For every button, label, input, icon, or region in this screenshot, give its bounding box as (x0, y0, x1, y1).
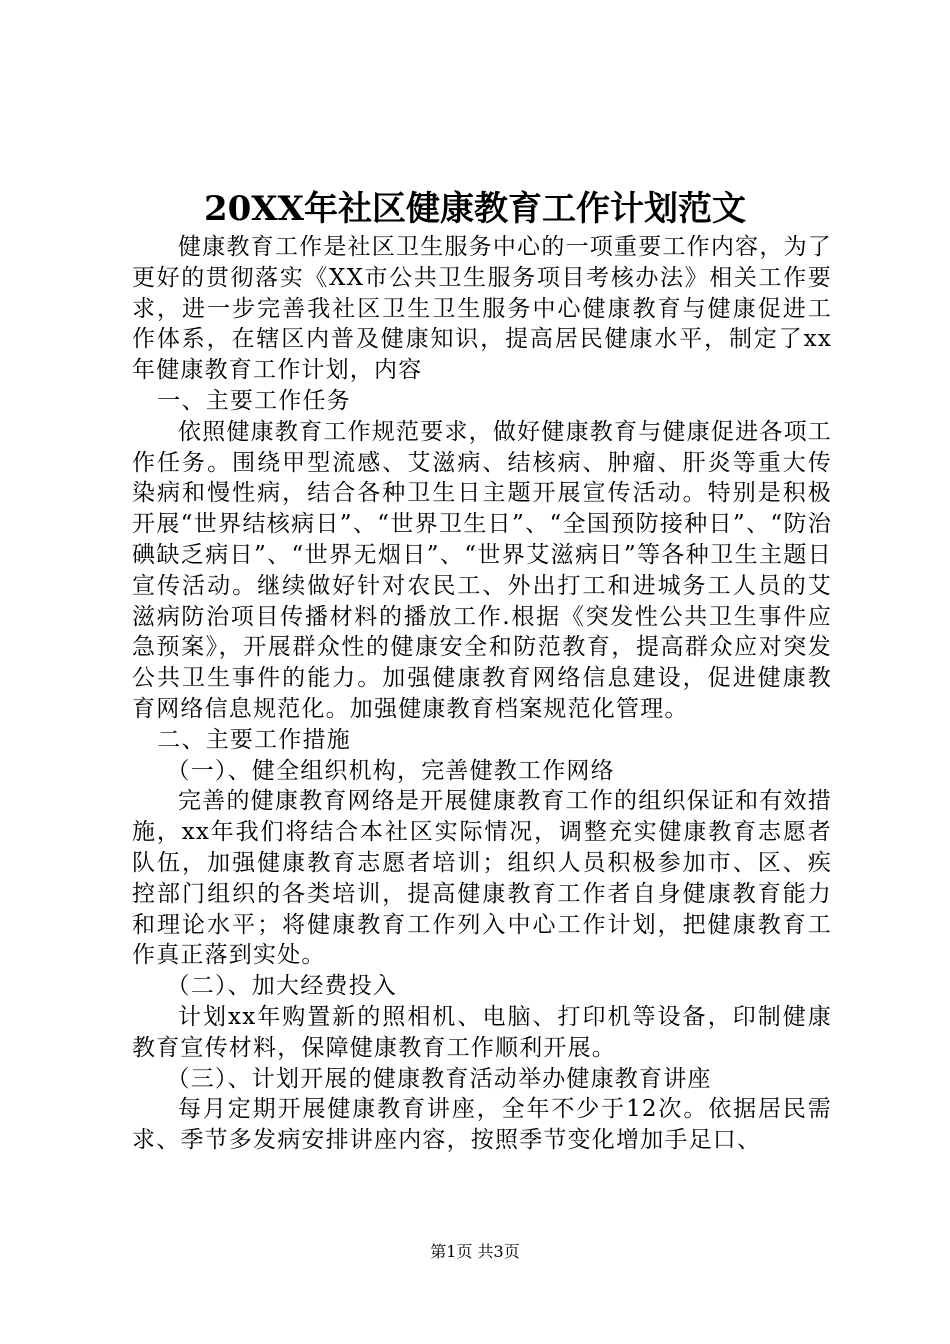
page-number-footer: 第1页 共3页 (430, 1242, 520, 1261)
paragraph-funding: 计划xx年购置新的照相机、电脑、打印机等设备，印制健康教育宣传材料，保障健康教育工作顺利开展。 (132, 1003, 832, 1061)
paragraph-organization: 完善的健康教育网络是开展健康教育工作的组织保证和有效措施，xx年我们将结合本社区实际情况，调整充实健康教育志愿者队伍，加强健康教育志愿者培训；组织人员积极参加市、区、疾控部门组织的各类培训，提高健康教育工作者自身健康教育能力和理论水平；将健康教育工作列入中心工作计划，把健康教育工作真正落到实处。 (132, 788, 832, 969)
document-body (132, 232, 832, 1156)
section-heading-main-measures: 二、主要工作措施 (157, 726, 351, 753)
section-heading-main-tasks: 一、主要工作任务 (157, 387, 351, 414)
subheading-lectures: （三）、计划开展的健康教育活动举办健康教育讲座 (166, 1065, 712, 1092)
paragraph-lectures: 每月定期开展健康教育讲座，全年不少于12次。依据居民需求、季节多发病安排讲座内容，按照季节变化增加手足口、 (132, 1096, 832, 1154)
document-title: 20XX年社区健康教育工作计划范文 (203, 189, 747, 229)
paragraph-intro: 健康教育工作是社区卫生服务中心的一项重要工作内容，为了更好的贯彻落实《XX市公共卫生服务项目考核办法》相关工作要求，进一步完善我社区卫生卫生服务中心健康教育与健康促进工作体系，在辖区内普及健康知识，提高居民健康水平，制定了xx年健康教育工作计划，内容 (132, 234, 832, 384)
subheading-funding: （二）、加大经费投入 (166, 973, 397, 1000)
subheading-organization: （一）、健全组织机构，完善健教工作网络 (166, 757, 615, 784)
paragraph-main-tasks: 依照健康教育工作规范要求，做好健康教育与健康促进各项工作任务。围绕甲型流感、艾滋病、结核病、肿瘤、肝炎等重大传染病和慢性病，结合各种卫生日主题开展宣传活动。特别是积极开展“世界结核病日”、“世界卫生日”、“全国预防接种日”、“防治碘缺乏病日”、“世界无烟日”、“世界艾滋病日”等各种卫生主题日宣传活动。继续做好针对农民工、外出打工和进城务工人员的艾滋病防治项目传播材料的播放工作.根据《突发性公共卫生事件应急预案》，开展群众性的健康安全和防范教育，提高群众应对突发公共卫生事件的能力。加强健康教育网络信息建设，促进健康教育网络信息规范化。加强健康教育档案规范化管理。 (132, 418, 832, 722)
